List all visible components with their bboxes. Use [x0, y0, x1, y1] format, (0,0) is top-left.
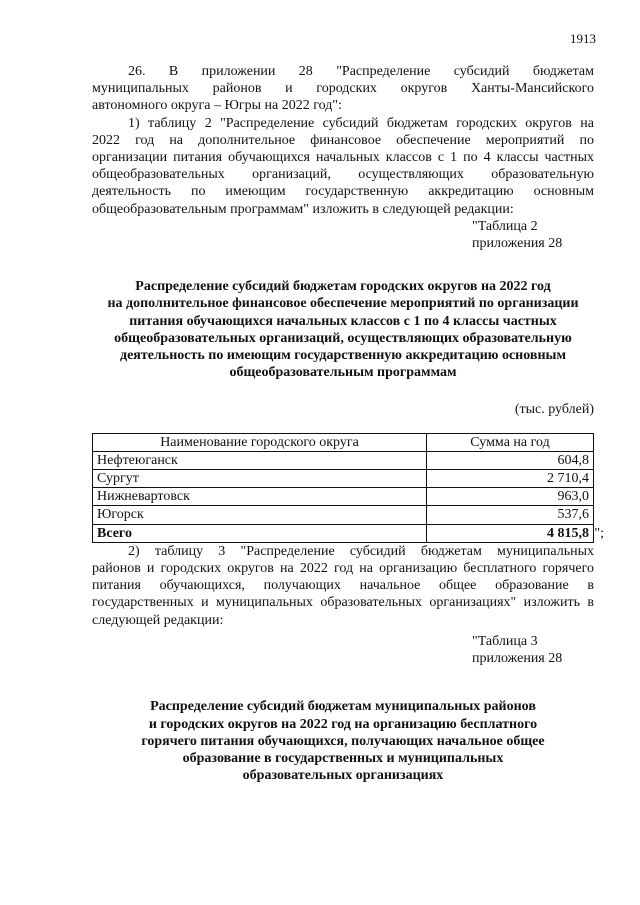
table2-title-line-5: деятельность по имеющим государственную аккредитацию основным — [119, 348, 566, 364]
cell-sum: 963,0 — [427, 488, 594, 506]
item2-line-4: государственных и муниципальных образовательных организациях" изложить в — [92, 595, 594, 611]
table-row — [93, 470, 594, 488]
cell-total-label: Всего — [93, 524, 427, 542]
table2-wrapper — [92, 433, 604, 543]
table2-ref-line-2: приложения 28 — [472, 236, 563, 252]
table2-title — [92, 278, 594, 381]
table3-title-line-3: горячего питания обучающихся, получающих начальное общее — [141, 733, 545, 749]
para26-line-2: муниципальных районов и городских округов Ханты-Мансийского — [92, 81, 594, 97]
header-district: Наименование городского округа — [93, 433, 427, 451]
table3-title-line-4: образование в государственных и муниципальных — [182, 750, 504, 766]
document-body — [92, 63, 604, 784]
page-number: 1913 — [570, 31, 596, 46]
table3-title-line-1: Распределение субсидий бюджетам муниципальных районов — [150, 699, 536, 715]
units-label: (тыс. рублей) — [514, 402, 594, 418]
item2-line-5: следующей редакции: — [92, 612, 224, 628]
table2-ref-line-1: "Таблица 2 — [472, 218, 538, 234]
para26-line-3: автономного округа – Югры на 2022 год": — [92, 98, 342, 114]
table2-closing-quote: "; — [594, 525, 604, 541]
table2 — [92, 433, 594, 543]
cell-district: Нижневартовск — [93, 488, 427, 506]
table-row — [93, 488, 594, 506]
cell-district: Нефтеюганск — [93, 451, 427, 469]
table3-ref-line-1: "Таблица 3 — [472, 633, 538, 649]
table-row — [93, 506, 594, 524]
item1-line-4: общеобразовательных организаций, осуществляющих образовательную — [92, 167, 594, 183]
item1-line-1: 1) таблицу 2 "Распределение субсидий бюджетам городских округов на — [128, 115, 594, 131]
cell-district: Сургут — [93, 470, 427, 488]
cell-sum: 2 710,4 — [427, 470, 594, 488]
item2-line-1: 2) таблицу 3 "Распределение субсидий бюджетам муниципальных — [128, 543, 594, 559]
table2-title-line-3: питания обучающихся начальных классов с 1 по 4 классы частных — [129, 313, 557, 329]
item2-line-3: питания обучающихся, получающих начальное общее образование в — [92, 578, 594, 594]
table-total-row — [93, 524, 594, 542]
table3-title-line-5: образовательных организациях — [242, 768, 444, 784]
cell-sum: 537,6 — [427, 506, 594, 524]
item1-line-2: 2022 год на дополнительное финансовое обеспечение мероприятий по — [92, 132, 594, 148]
table-row — [93, 451, 594, 469]
table3-title-line-2: и городских округов на 2022 год на организацию бесплатного — [148, 716, 538, 732]
para26-line-1: 26. В приложении 28 "Распределение субсидий бюджетам — [128, 64, 594, 79]
table3-title — [92, 698, 594, 784]
table2-title-line-6: общеобразовательным программам — [229, 365, 457, 381]
table2-title-line-4: общеобразовательных организаций, осуществляющих образовательную — [114, 330, 572, 346]
item2-line-2: районов и городских округов на 2022 год на организацию бесплатного горячего — [92, 561, 594, 577]
table2-title-line-1: Распределение субсидий бюджетам городских округов на 2022 год — [135, 279, 551, 295]
table-header-row — [93, 433, 594, 451]
table3-ref-line-2: приложения 28 — [472, 651, 563, 667]
item1-line-5: деятельность по имеющим государственную аккредитацию основным — [92, 184, 594, 200]
cell-sum: 604,8 — [427, 451, 594, 469]
header-sum: Сумма на год — [427, 433, 594, 451]
cell-total-sum: 4 815,8 — [427, 524, 594, 542]
cell-district: Югорск — [93, 506, 427, 524]
item1-line-3: организации питания обучающихся начальных классов с 1 по 4 классы частных — [92, 150, 594, 166]
item1-line-6: общеобразовательным программам" изложить в следующей редакции: — [92, 201, 514, 217]
table2-title-line-2: на дополнительное финансовое обеспечение мероприятий по организации — [107, 296, 579, 312]
